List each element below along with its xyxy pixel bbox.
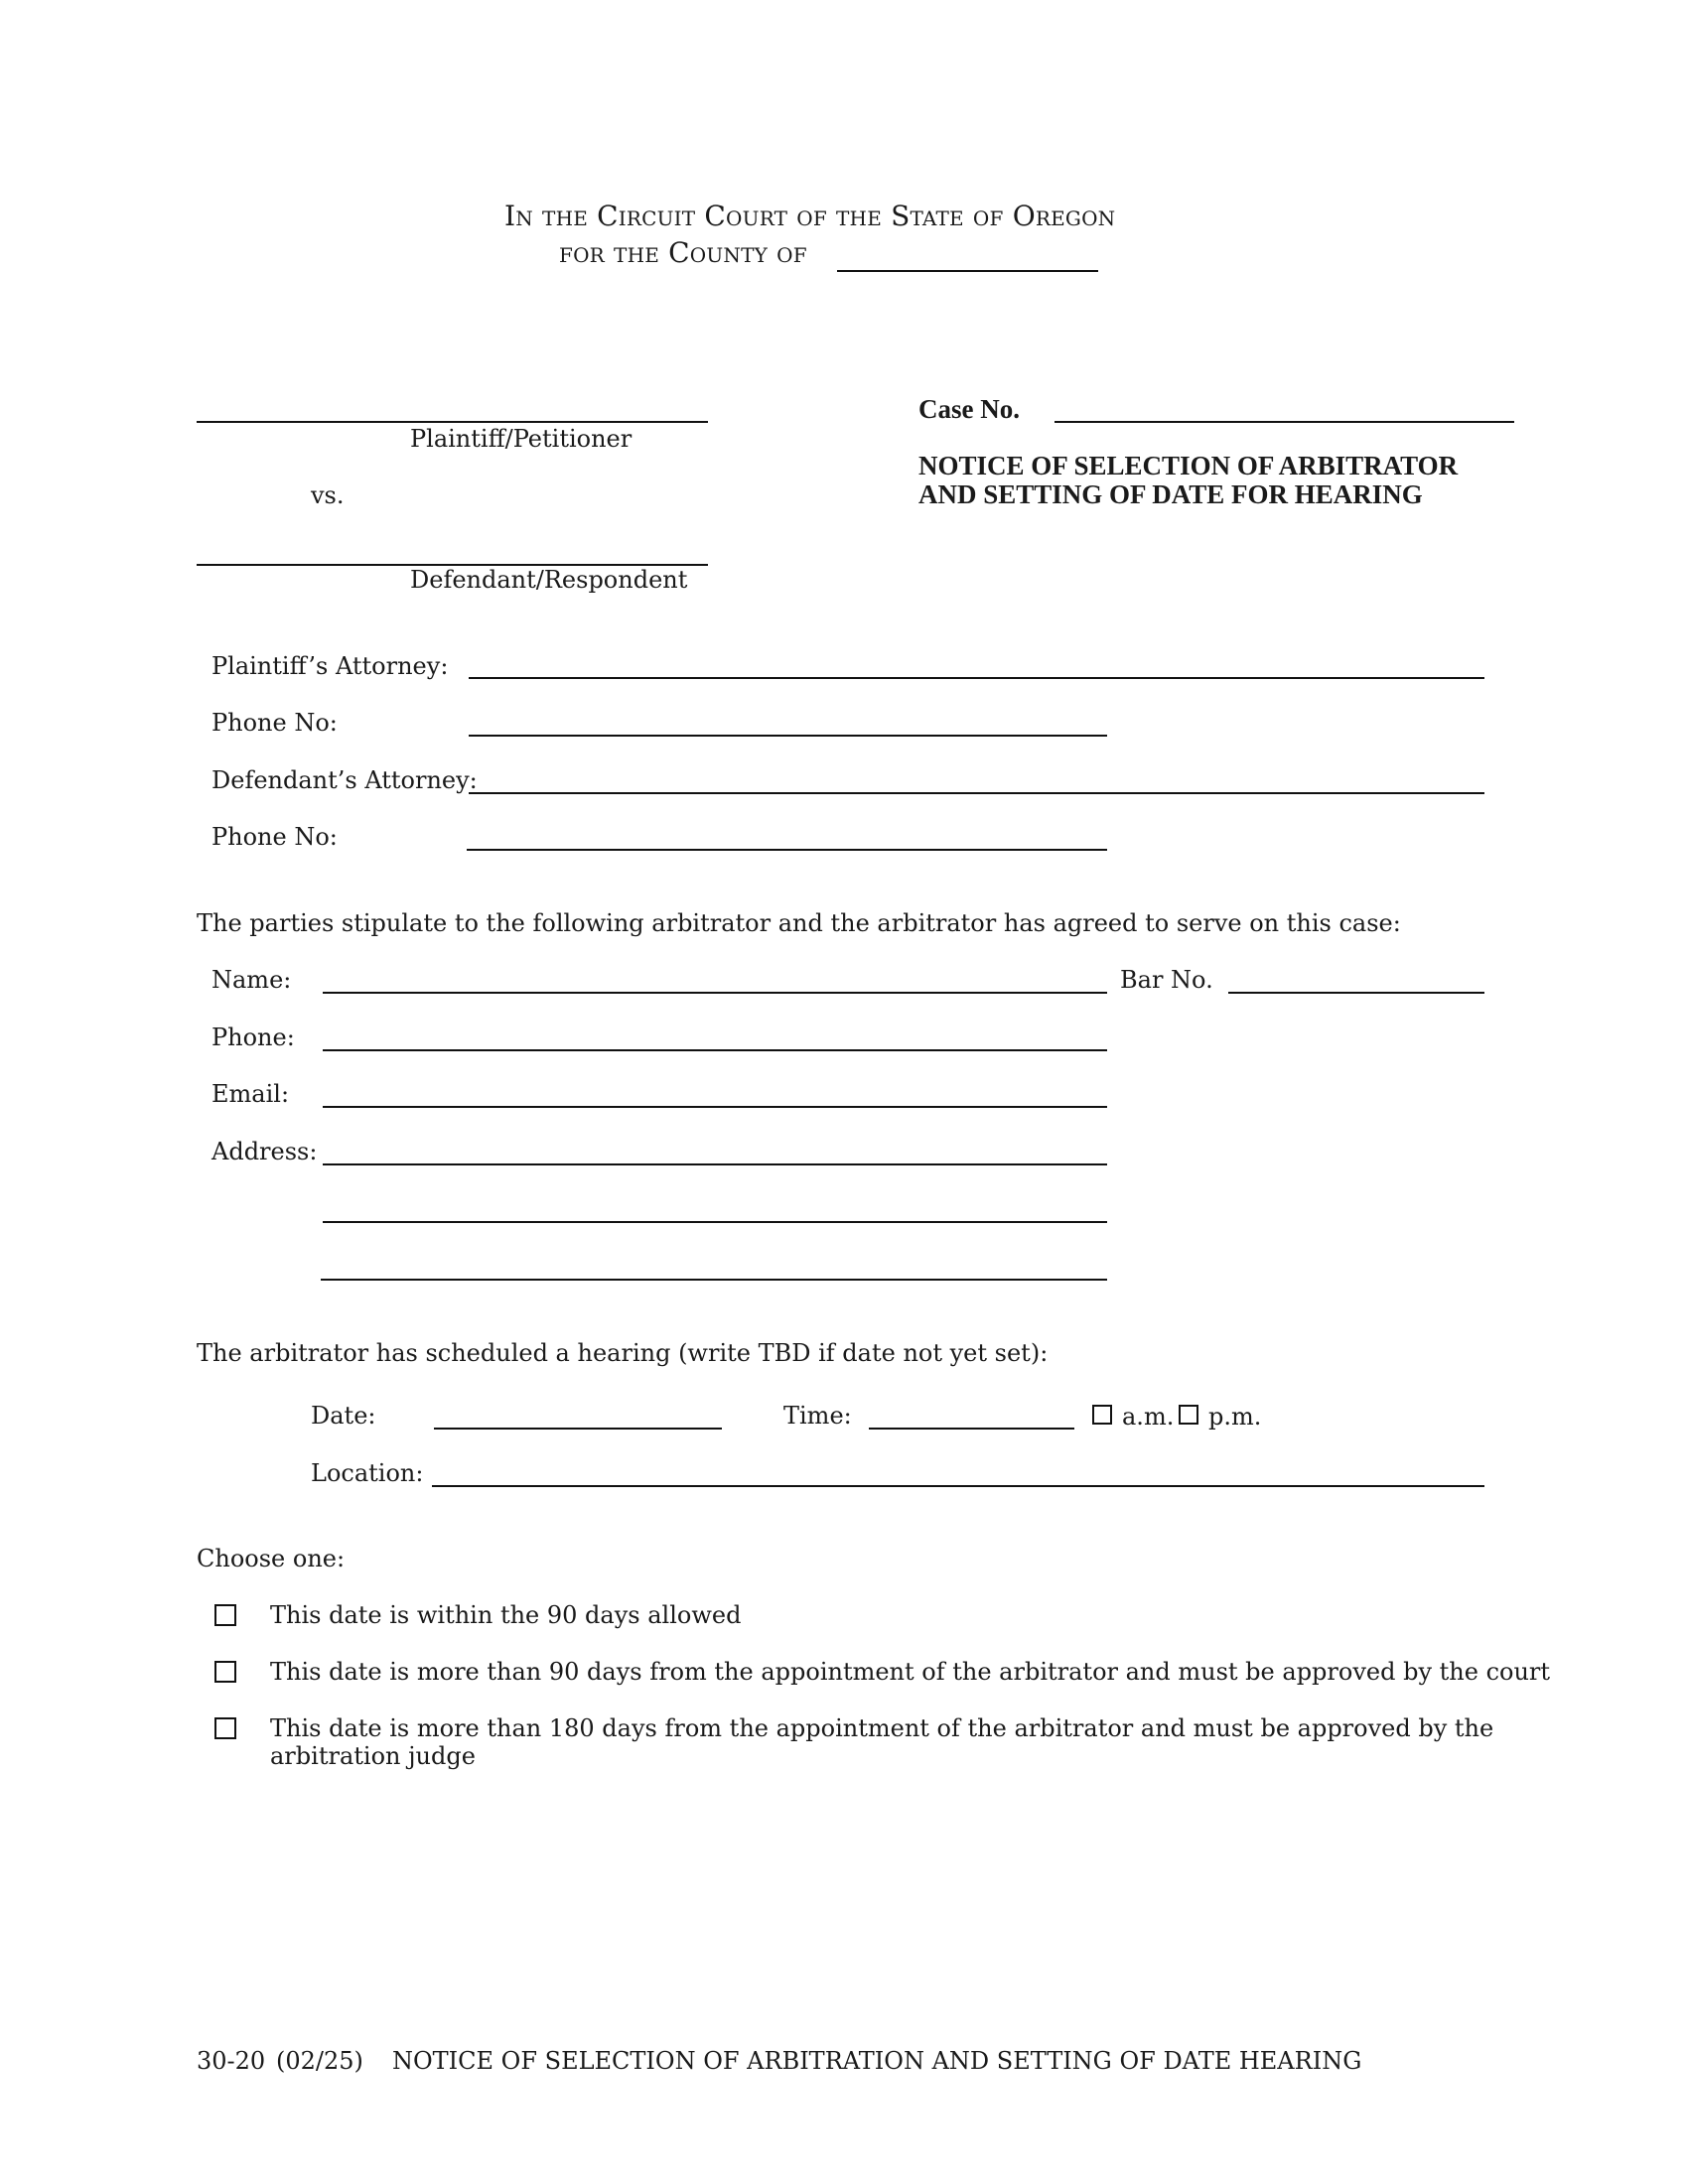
arbitrator-name-field[interactable]	[323, 992, 1107, 994]
hearing-date-label: Date:	[311, 1402, 376, 1430]
bar-no-label: Bar No.	[1120, 966, 1213, 994]
arbitrator-address-label: Address:	[211, 1138, 318, 1165]
plaintiff-label: Plaintiff/Petitioner	[410, 425, 633, 453]
hearing-time-label: Time:	[783, 1402, 852, 1430]
plaintiff-attorney-field[interactable]	[469, 677, 1484, 679]
form-title-line2: AND SETTING OF DATE FOR HEARING	[918, 479, 1423, 509]
plaintiff-attorney-label: Plaintiff’s Attorney:	[211, 652, 449, 680]
option-within-90-days-text: This date is within the 90 days allowed	[270, 1601, 742, 1629]
arbitrator-address-field-3[interactable]	[321, 1279, 1107, 1281]
defendant-attorney-field[interactable]	[469, 792, 1484, 794]
option-more-than-180-days-checkbox[interactable]	[214, 1717, 236, 1739]
defendant-phone-label: Phone No:	[211, 823, 338, 851]
choose-one-label: Choose one:	[197, 1545, 346, 1572]
defendant-attorney-label: Defendant’s Attorney:	[211, 766, 478, 794]
hearing-intro: The arbitrator has scheduled a hearing (write TBD if date not yet set):	[197, 1339, 1049, 1367]
plaintiff-phone-label: Phone No:	[211, 709, 338, 737]
arbitrator-address-field-2[interactable]	[323, 1221, 1107, 1223]
am-label: a.m.	[1122, 1403, 1175, 1431]
pm-checkbox[interactable]	[1179, 1405, 1198, 1425]
arbitrator-name-label: Name:	[211, 966, 292, 994]
hearing-date-field[interactable]	[434, 1428, 722, 1430]
county-label: for the County of	[559, 236, 807, 269]
hearing-location-label: Location:	[311, 1459, 424, 1487]
court-title: In the Circuit Court of the State of Oregon	[504, 200, 1116, 232]
defendant-phone-field[interactable]	[467, 849, 1107, 851]
case-no-field[interactable]	[1055, 421, 1514, 423]
hearing-location-field[interactable]	[432, 1485, 1484, 1487]
option-within-90-days-checkbox[interactable]	[214, 1604, 236, 1626]
county-field[interactable]	[837, 270, 1098, 272]
option-more-than-180-days-text-line2: arbitration judge	[270, 1742, 476, 1770]
arbitrator-email-field[interactable]	[323, 1106, 1107, 1108]
option-more-than-90-days-text: This date is more than 90 days from the appointment of the arbitrator and must be approved by the court	[270, 1658, 1551, 1686]
plaintiff-phone-field[interactable]	[469, 735, 1107, 737]
option-more-than-180-days-text-line1: This date is more than 180 days from the appointment of the arbitrator and must be approved by the	[270, 1714, 1494, 1742]
arbitrator-email-label: Email:	[211, 1080, 290, 1108]
am-checkbox[interactable]	[1092, 1405, 1112, 1425]
footer-revision: (02/25)	[276, 2047, 363, 2075]
pm-label: p.m.	[1208, 1403, 1262, 1431]
arbitrator-address-field-1[interactable]	[323, 1163, 1107, 1165]
bar-no-field[interactable]	[1228, 992, 1484, 994]
arbitrator-phone-label: Phone:	[211, 1024, 295, 1051]
option-more-than-90-days-checkbox[interactable]	[214, 1661, 236, 1683]
case-no-label: Case No.	[918, 394, 1020, 424]
hearing-time-field[interactable]	[869, 1428, 1074, 1430]
form-title-line1: NOTICE OF SELECTION OF ARBITRATOR	[918, 451, 1459, 480]
footer-title: NOTICE OF SELECTION OF ARBITRATION AND SETTING OF DATE HEARING	[392, 2047, 1362, 2075]
arbitrator-intro: The parties stipulate to the following arbitrator and the arbitrator has agreed to serve on this case:	[197, 909, 1401, 937]
footer-form-number: 30-20	[197, 2047, 266, 2075]
plaintiff-field[interactable]	[197, 421, 708, 423]
vs-label: vs.	[311, 481, 345, 509]
arbitrator-phone-field[interactable]	[323, 1049, 1107, 1051]
defendant-label: Defendant/Respondent	[410, 566, 688, 594]
